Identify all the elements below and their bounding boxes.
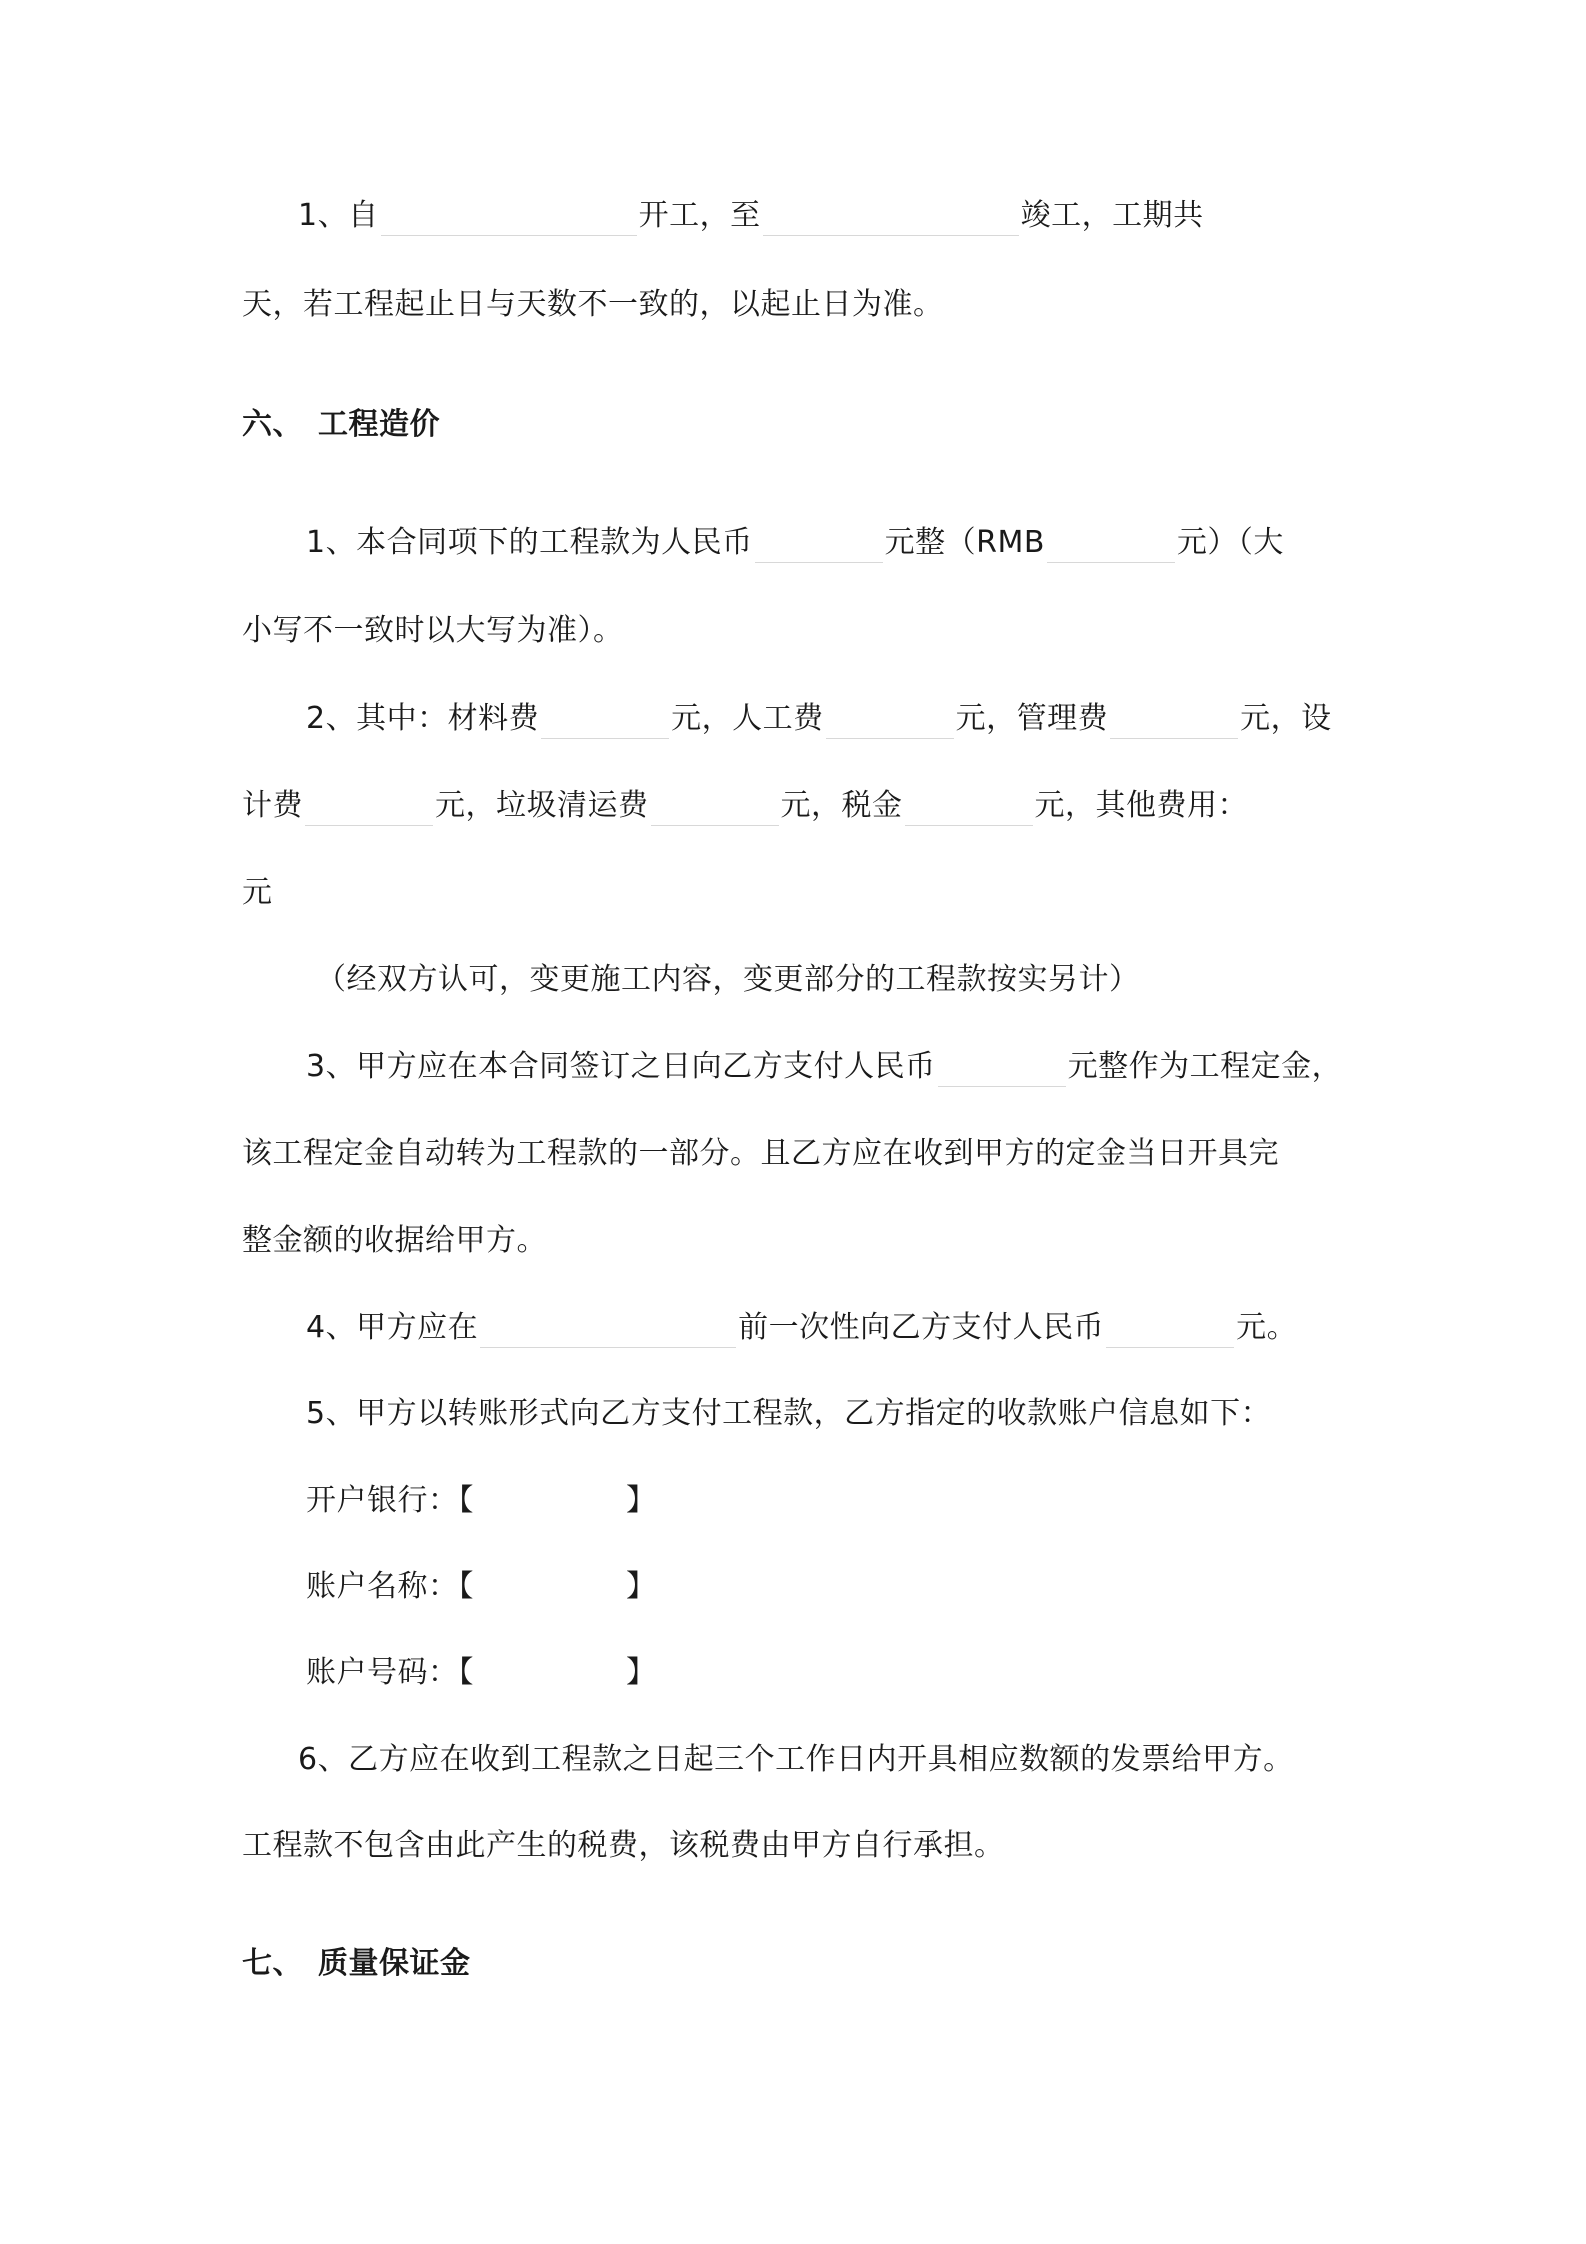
payment-text-c: 元。 (1236, 1310, 1298, 1345)
section-heading-6 (242, 405, 440, 445)
price-line-2 (242, 611, 624, 651)
account-name-label: 账户名称：【 (306, 1569, 474, 1604)
cost-line-3 (242, 873, 273, 913)
end-date-blank[interactable] (763, 201, 1019, 236)
account-no-bracket-close: 】 (626, 1655, 657, 1690)
transfer-line (306, 1394, 1271, 1434)
cost-note (316, 960, 1140, 1000)
deposit-text-c: 该工程定金自动转为工程款的一部分。且乙方应在收到甲方的定金当日开具完 (242, 1136, 1279, 1171)
deposit-amount-blank[interactable] (938, 1052, 1066, 1087)
cost-line-1 (306, 699, 1332, 739)
tax-blank[interactable] (905, 791, 1033, 826)
price-text-a: 1、本合同项下的工程款为人民币 (306, 525, 753, 560)
schedule-note: 天，若工程起止日与天数不一致的，以起止日为准。 (242, 287, 944, 322)
price-line-1 (306, 523, 1284, 563)
invoice-line-2 (242, 1826, 1005, 1866)
account-no-line (306, 1653, 657, 1693)
invoice-line-1 (298, 1740, 1294, 1780)
deposit-line-1 (306, 1047, 1342, 1087)
cost-other-unit: 元 (242, 875, 273, 910)
schedule-line-2 (242, 285, 944, 325)
payment-line (306, 1308, 1297, 1348)
deposit-line-2 (242, 1134, 1279, 1174)
bank-label: 开户银行：【 (306, 1483, 474, 1518)
deposit-text-d: 整金额的收据给甲方。 (242, 1223, 547, 1258)
labor-fee-blank[interactable] (826, 704, 954, 739)
waste-fee-blank[interactable] (651, 791, 779, 826)
section-number: 六、 (242, 407, 303, 442)
bank-line (306, 1481, 657, 1521)
material-fee-blank[interactable] (541, 704, 669, 739)
cost-line-2 (242, 786, 1248, 826)
account-no-label: 账户号码：【 (306, 1655, 474, 1690)
start-date-blank[interactable] (381, 201, 637, 236)
cost-labor-label: 元，人工费 (671, 701, 824, 736)
cost-other-label: 元，其他费用： (1034, 788, 1248, 823)
section-number: 七、 (242, 1946, 303, 1981)
cost-management-label: 元，管理费 (955, 701, 1109, 736)
management-fee-blank[interactable] (1110, 704, 1238, 739)
deposit-text-a: 3、甲方应在本合同签订之日向乙方支付人民币 (306, 1049, 936, 1084)
design-fee-blank[interactable] (305, 791, 433, 826)
account-name-line (306, 1567, 657, 1607)
cost-design-label: 计费 (242, 788, 303, 823)
price-text-b: 元整（RMB (884, 525, 1045, 560)
payment-date-blank[interactable] (480, 1313, 736, 1348)
transfer-text: 5、甲方以转账形式向乙方支付工程款，乙方指定的收款账户信息如下： (306, 1396, 1272, 1431)
section-title: 质量保证金 (318, 1946, 471, 1981)
account-name-bracket-close: 】 (626, 1569, 657, 1604)
price-rmb-blank[interactable] (1047, 528, 1175, 563)
schedule-line-1 (298, 196, 1204, 236)
invoice-text-b: 工程款不包含由此产生的税费，该税费由甲方自行承担。 (242, 1828, 1005, 1863)
cost-material-label: 2、其中：材料费 (306, 701, 540, 736)
payment-text-a: 4、甲方应在 (306, 1310, 479, 1345)
section-heading-7 (242, 1944, 471, 1984)
text-start: 1、自 (298, 198, 379, 233)
deposit-text-b: 元整作为工程定金， (1067, 1049, 1343, 1084)
text-to: 开工，至 (638, 198, 761, 233)
deposit-line-3 (242, 1221, 547, 1261)
section-title: 工程造价 (318, 407, 440, 442)
invoice-text-a: 6、乙方应在收到工程款之日起三个工作日内开具相应数额的发票给甲方。 (298, 1742, 1294, 1777)
payment-text-b: 前一次性向乙方支付人民币 (738, 1310, 1105, 1345)
payment-amount-blank[interactable] (1106, 1313, 1234, 1348)
cost-waste-label: 元，垃圾清运费 (435, 788, 649, 823)
cost-note-text: （经双方认可，变更施工内容，变更部分的工程款按实另计） (316, 962, 1140, 997)
bank-bracket-close: 】 (626, 1483, 657, 1518)
price-text-d: 小写不一致时以大写为准）。 (242, 613, 624, 648)
cost-tax-label: 元，税金 (780, 788, 903, 823)
price-text-c: 元）（大 (1176, 525, 1284, 560)
price-uppercase-blank[interactable] (755, 528, 883, 563)
text-duration: 竣工，工期共 (1020, 198, 1204, 233)
cost-design-prefix: 元，设 (1240, 701, 1332, 736)
